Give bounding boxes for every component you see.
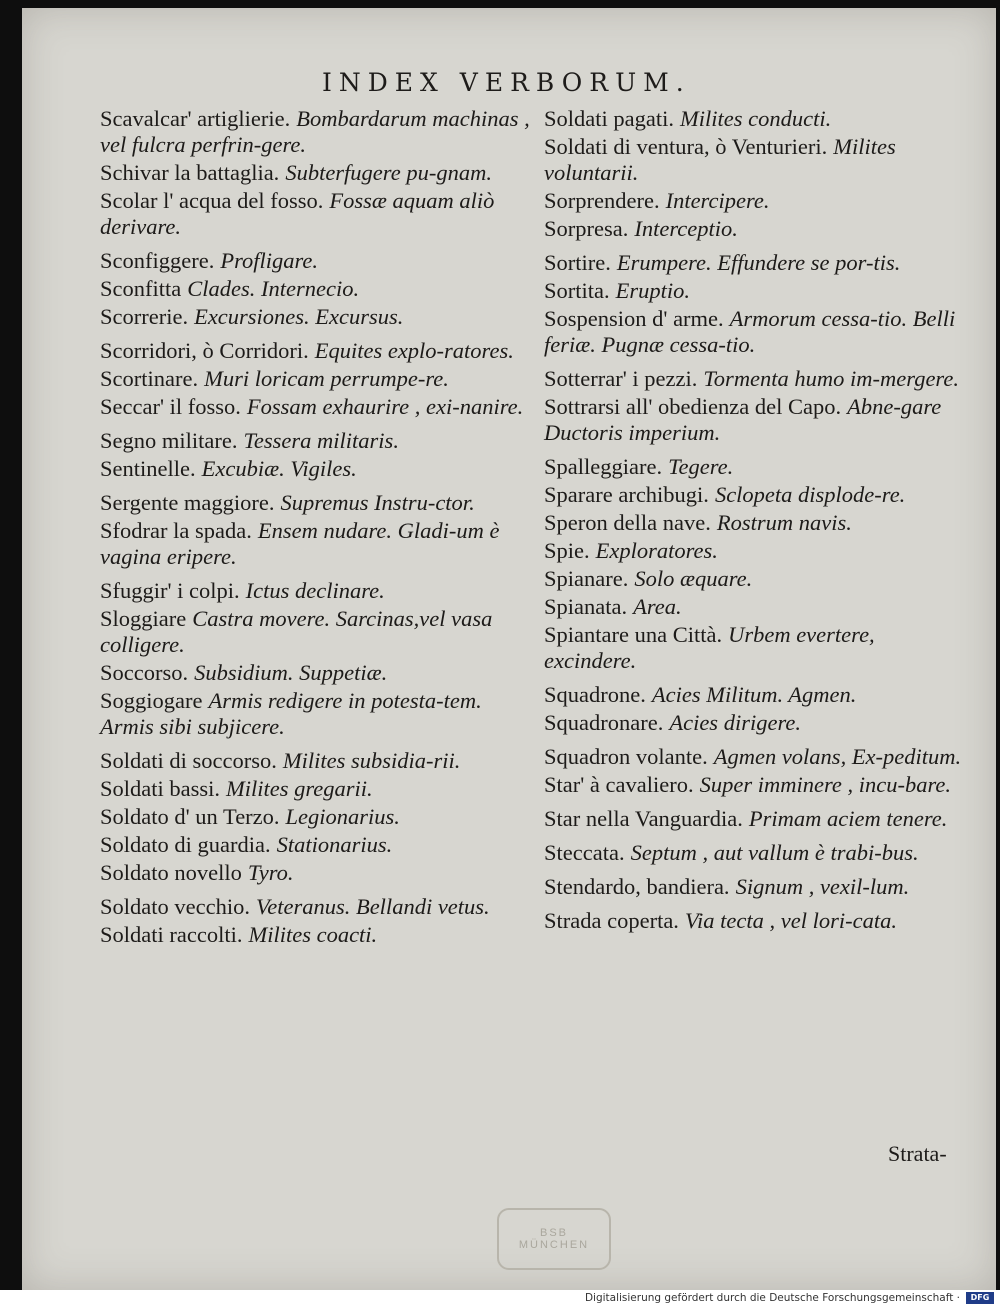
index-entry xyxy=(100,832,530,858)
entry-latin: Profligare. xyxy=(220,248,319,273)
index-entry xyxy=(544,806,972,832)
entry-latin: Fossæ aquam aliò derivare. xyxy=(100,188,495,239)
index-entry xyxy=(100,276,530,302)
entry-term: Scortinare. xyxy=(100,366,199,391)
index-entry xyxy=(544,538,972,564)
index-entry xyxy=(544,278,972,304)
entry-latin: Excursiones. Excursus. xyxy=(194,304,404,329)
entry-term: Sorpresa. xyxy=(544,216,629,241)
entry-term: Sconfitta xyxy=(100,276,182,301)
index-entry xyxy=(100,248,530,274)
entry-term: Squadron volante. xyxy=(544,744,708,769)
entry-latin: Rostrum navis. xyxy=(716,510,852,535)
entry-term: Schivar la battaglia. xyxy=(100,160,280,185)
entry-term: Spianare. xyxy=(544,566,629,591)
entry-latin: Milites gregarii. xyxy=(226,776,373,801)
entry-term: Sparare archibugi. xyxy=(544,482,709,507)
entry-latin: Clades. Internecio. xyxy=(187,276,360,301)
book-page xyxy=(22,8,996,1290)
library-stamp xyxy=(497,1208,611,1270)
entry-term: Scolar l' acqua del fosso. xyxy=(100,188,324,213)
entry-latin: Super imminere , incu-bare. xyxy=(699,772,952,797)
entry-term: Sortita. xyxy=(544,278,610,303)
index-entry xyxy=(544,908,972,934)
right-column xyxy=(544,106,972,936)
entry-term: Stendardo, bandiera. xyxy=(544,874,730,899)
index-entry xyxy=(544,874,972,900)
index-entry xyxy=(544,188,972,214)
entry-latin: Tyro. xyxy=(247,860,294,885)
left-column xyxy=(100,106,530,950)
entry-latin: Eruptio. xyxy=(615,278,691,303)
entry-latin: Subterfugere pu-gnam. xyxy=(285,160,492,185)
index-entry xyxy=(100,660,530,686)
index-entry xyxy=(544,250,972,276)
index-entry xyxy=(100,860,530,886)
entry-term: Squadronare. xyxy=(544,710,664,735)
entry-latin: Veteranus. Bellandi vetus. xyxy=(255,894,490,919)
entry-term: Star' à cavaliero. xyxy=(544,772,694,797)
entry-term: Spalleggiare. xyxy=(544,454,663,479)
index-entry xyxy=(544,482,972,508)
entry-latin: Abne-gare Ductoris imperium. xyxy=(544,394,942,445)
entry-latin: Sclopeta displode-re. xyxy=(714,482,906,507)
entry-term: Star nella Vanguardia. xyxy=(544,806,743,831)
entry-latin: Muri loricam perrumpe-re. xyxy=(204,366,449,391)
entry-latin: Urbem evertere, excindere. xyxy=(544,622,875,673)
entry-term: Sloggiare xyxy=(100,606,187,631)
index-entry xyxy=(100,428,530,454)
entry-latin: Milites coacti. xyxy=(248,922,378,947)
entry-term: Steccata. xyxy=(544,840,625,865)
entry-latin: Tessera militaris. xyxy=(243,428,399,453)
index-entry xyxy=(544,366,972,392)
index-entry xyxy=(544,682,972,708)
stamp-line: BSB xyxy=(539,1227,568,1239)
entry-latin: Acies dirigere. xyxy=(669,710,801,735)
index-entry xyxy=(544,306,972,358)
entry-latin: Primam aciem tenere. xyxy=(748,806,948,831)
entry-latin: Milites conducti. xyxy=(679,106,832,131)
entry-term: Spiantare una Città. xyxy=(544,622,723,647)
index-entry xyxy=(100,304,530,330)
entry-latin: Acies Militum. Agmen. xyxy=(651,682,857,707)
index-entry xyxy=(100,366,530,392)
entry-term: Sotterrar' i pezzi. xyxy=(544,366,698,391)
index-entry xyxy=(544,394,972,446)
entry-term: Sfuggir' i colpi. xyxy=(100,578,240,603)
index-entry xyxy=(100,490,530,516)
stamp-line: MÜNCHEN xyxy=(518,1239,590,1251)
index-entry xyxy=(544,106,972,132)
index-entry xyxy=(100,518,530,570)
index-entry xyxy=(100,188,530,240)
entry-term: Spianata. xyxy=(544,594,628,619)
index-entry xyxy=(544,772,972,798)
index-entry xyxy=(100,160,530,186)
catchword: Strata- xyxy=(888,1141,947,1166)
entry-term: Soccorso. xyxy=(100,660,189,685)
entry-latin: Via tecta , vel lori-cata. xyxy=(684,908,897,933)
entry-latin: Stationarius. xyxy=(276,832,393,857)
entry-term: Strada coperta. xyxy=(544,908,679,933)
entry-latin: Legionarius. xyxy=(285,804,400,829)
index-entry xyxy=(544,840,972,866)
entry-term: Speron della nave. xyxy=(544,510,711,535)
entry-term: Soldato d' un Terzo. xyxy=(100,804,280,829)
entry-term: Sconfiggere. xyxy=(100,248,215,273)
entry-term: Sortire. xyxy=(544,250,611,275)
entry-latin: Intercipere. xyxy=(665,188,770,213)
entry-latin: Milites voluntarii. xyxy=(544,134,896,185)
entry-latin: Tormenta humo im-mergere. xyxy=(703,366,959,391)
entry-latin: Ensem nudare. Gladi-um è vagina eripere. xyxy=(100,518,500,569)
entry-term: Scorridori, ò Corridori. xyxy=(100,338,309,363)
entry-latin: Castra movere. Sarcinas,vel vasa colligere. xyxy=(100,606,493,657)
index-entry xyxy=(100,394,530,420)
entry-term: Sorprendere. xyxy=(544,188,660,213)
entry-latin: Equites explo-ratores. xyxy=(314,338,514,363)
dfg-logo: DFG xyxy=(966,1292,994,1304)
index-entry xyxy=(544,454,972,480)
entry-term: Soldato vecchio. xyxy=(100,894,250,919)
entry-latin: Exploratores. xyxy=(595,538,718,563)
entry-term: Sfodrar la spada. xyxy=(100,518,252,543)
entry-latin: Excubiæ. Vigiles. xyxy=(201,456,357,481)
entry-latin: Armis redigere in potesta-tem. Armis sibi subjicere. xyxy=(100,688,482,739)
entry-latin: Bombardarum machinas , vel fulcra perfrin-gere. xyxy=(100,106,530,157)
entry-latin: Signum , vexil-lum. xyxy=(735,874,910,899)
footer-text: Digitalisierung gefördert durch die Deutsche Forschungsgemeinschaft · xyxy=(584,1292,960,1304)
entry-latin: Milites subsidia-rii. xyxy=(282,748,461,773)
index-entry xyxy=(544,134,972,186)
entry-term: Segno militare. xyxy=(100,428,238,453)
entry-term: Soldati pagati. xyxy=(544,106,674,131)
entry-latin: Erumpere. Effundere se por-tis. xyxy=(616,250,901,275)
entry-term: Scavalcar' artiglierie. xyxy=(100,106,291,131)
entry-latin: Area. xyxy=(633,594,682,619)
entry-term: Sergente maggiore. xyxy=(100,490,275,515)
page-header: INDEX VERBORUM. xyxy=(322,68,691,97)
entry-latin: Supremus Instru-ctor. xyxy=(280,490,475,515)
entry-latin: Septum , aut vallum è trabi-bus. xyxy=(630,840,919,865)
index-entry xyxy=(100,922,530,948)
index-entry xyxy=(100,776,530,802)
entry-latin: Armorum cessa-tio. Belli feriæ. Pugnæ cessa-tio. xyxy=(544,306,956,357)
entry-term: Soldati di ventura, ò Venturieri. xyxy=(544,134,828,159)
index-entry xyxy=(100,606,530,658)
index-entry xyxy=(100,338,530,364)
entry-term: Seccar' il fosso. xyxy=(100,394,241,419)
entry-latin: Subsidium. Suppetiæ. xyxy=(194,660,388,685)
index-entry xyxy=(544,566,972,592)
index-entry xyxy=(544,622,972,674)
entry-latin: Tegere. xyxy=(668,454,734,479)
entry-latin: Agmen volans, Ex-peditum. xyxy=(713,744,962,769)
index-entry xyxy=(100,748,530,774)
index-entry xyxy=(544,216,972,242)
entry-term: Spie. xyxy=(544,538,590,563)
entry-term: Soldati di soccorso. xyxy=(100,748,277,773)
entry-term: Soggiogare xyxy=(100,688,203,713)
index-entry xyxy=(544,744,972,770)
index-entry xyxy=(100,688,530,740)
index-entry xyxy=(100,578,530,604)
entry-latin: Interceptio. xyxy=(634,216,738,241)
entry-term: Soldati bassi. xyxy=(100,776,221,801)
index-entry xyxy=(544,594,972,620)
entry-term: Soldato novello xyxy=(100,860,242,885)
index-entry xyxy=(100,804,530,830)
entry-term: Sottrarsi all' obedienza del Capo. xyxy=(544,394,842,419)
entry-term: Soldati raccolti. xyxy=(100,922,243,947)
entry-term: Soldato di guardia. xyxy=(100,832,271,857)
entry-latin: Solo æquare. xyxy=(634,566,753,591)
entry-term: Sospension d' arme. xyxy=(544,306,724,331)
entry-latin: Fossam exhaurire , exi-nanire. xyxy=(246,394,524,419)
index-entry xyxy=(100,456,530,482)
entry-latin: Ictus declinare. xyxy=(245,578,385,603)
index-entry xyxy=(544,710,972,736)
index-entry xyxy=(100,106,530,158)
entry-term: Scorrerie. xyxy=(100,304,189,329)
entry-term: Sentinelle. xyxy=(100,456,196,481)
entry-term: Squadrone. xyxy=(544,682,646,707)
index-entry xyxy=(544,510,972,536)
index-entry xyxy=(100,894,530,920)
footer-bar xyxy=(0,1290,1000,1307)
